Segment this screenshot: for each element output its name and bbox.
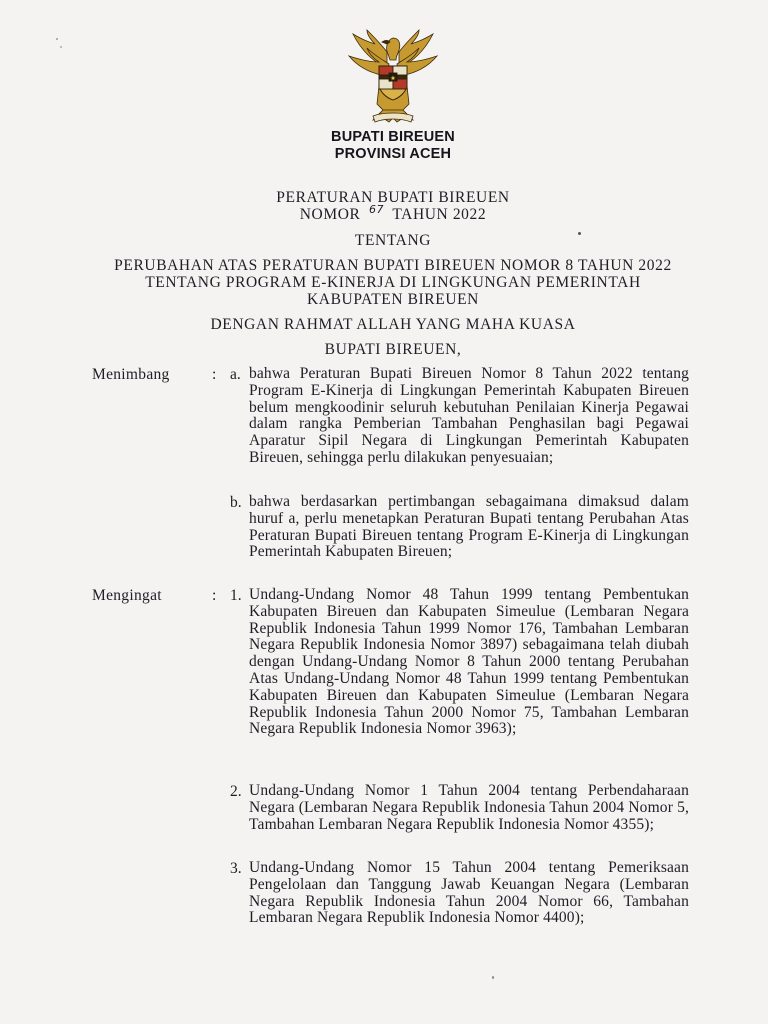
- rahmat-line: DENGAN RAHMAT ALLAH YANG MAHA KUASA: [210, 316, 576, 333]
- mengingat-item-2-text: Undang-Undang Nomor 1 Tahun 2004 tentang Perbendaharaan Negara (Lembaran Negara Republik Indonesia Tahun 2004 Nomor 5, Tambahan Lembaran Negara Republik Indonesia Nomor 4355);: [249, 782, 689, 833]
- menimbang-colon: :: [212, 366, 217, 383]
- mengingat-colon: :: [212, 587, 217, 604]
- nomor-handwritten-value: 67: [368, 203, 385, 216]
- menimbang-item-b-marker: b.: [230, 494, 242, 511]
- menimbang-item-a-text: bahwa Peraturan Bupati Bireuen Nomor 8 Tahun 2022 tentang Program E-Kinerja di Lingkungan Pemerintah Kabupaten Bireuen belum mengkoodinir seluruh kebutuhan Penilaian Kinerja Pegawai dalam rangka Pemberian Tambahan Penghasilan bagi Pegawai Aparatur Sipil Negara di Lingkungan Pemerintah Kabupaten Bireuen, sehingga perlu dilakukan penyesuaian;: [249, 365, 689, 466]
- header-line-2: PROVINSI ACEH: [334, 146, 452, 162]
- mengingat-item-1-text: Undang-Undang Nomor 48 Tahun 1999 tentang Pembentukan Kabupaten Bireuen dan Kabupaten Simeulue (Lembaran Negara Republik Indonesia Tahun 1999 Nomor 176, Tambahan Lembaran Negara Republik Indonesia Nomor 3897) sebagaimana telah diubah dengan Undang-Undang Nomor 8 Tahun 2000 tentang Perubahan Atas Undang-Undang Nomor 48 Tahun 1999 tentang Pembentukan Kabupaten Bireuen dan Kabupaten Simeulue (Lembaran Negara Republik Indonesia Tahun 2000 Nomor 75, Tambahan Lembaran Negara Republik Indonesia Nomor 3963);: [249, 586, 689, 738]
- nomor-prefix: NOMOR: [299, 206, 361, 223]
- mengingat-item-2-marker: 2.: [230, 783, 242, 800]
- menimbang-item-a-marker: a.: [230, 366, 241, 383]
- tentang-heading: TENTANG: [354, 232, 432, 249]
- scan-speck: [578, 232, 581, 235]
- menimbang-item-b-text: bahwa berdasarkan pertimbangan sebagaimana dimaksud dalam huruf a, perlu menetapkan Peraturan Bupati tentang Perubahan Atas Peraturan Bupati Bireuen tentang Program E-Kinerja di Lingkungan Pemerintah Kabupaten Bireuen;: [249, 493, 689, 561]
- header-line-1: BUPATI BIREUEN: [331, 129, 455, 145]
- subject-line-1: PERUBAHAN ATAS PERATURAN BUPATI BIREUEN NOMOR 8 TAHUN 2022: [114, 257, 672, 274]
- mengingat-label: Mengingat: [92, 587, 162, 604]
- scan-speck: [60, 46, 62, 48]
- scan-speck: [492, 976, 494, 979]
- subject-line-2: TENTANG PROGRAM E-KINERJA DI LINGKUNGAN PEMERINTAH: [145, 274, 641, 291]
- regulation-number: [0, 203, 768, 224]
- mengingat-item-3-marker: 3.: [230, 860, 242, 877]
- subject-line-3: KABUPATEN BIREUEN: [307, 291, 479, 308]
- scan-speck: [56, 38, 58, 40]
- nomor-suffix: TAHUN 2022: [392, 206, 487, 223]
- regulation-title: PERATURAN BUPATI BIREUEN: [276, 189, 510, 206]
- bupati-line: BUPATI BIREUEN,: [324, 341, 462, 358]
- mengingat-item-3-text: Undang-Undang Nomor 15 Tahun 2004 tentang Pemeriksaan Pengelolaan dan Tanggung Jawab Keuangan Negara (Lembaran Negara Republik Indonesia Tahun 2004 Nomor 66, Tambahan Lembaran Negara Republik Indonesia Nomor 4400);: [249, 859, 689, 927]
- garuda-emblem-icon: [343, 28, 443, 126]
- menimbang-label: Menimbang: [92, 366, 170, 383]
- mengingat-item-1-marker: 1.: [230, 587, 242, 604]
